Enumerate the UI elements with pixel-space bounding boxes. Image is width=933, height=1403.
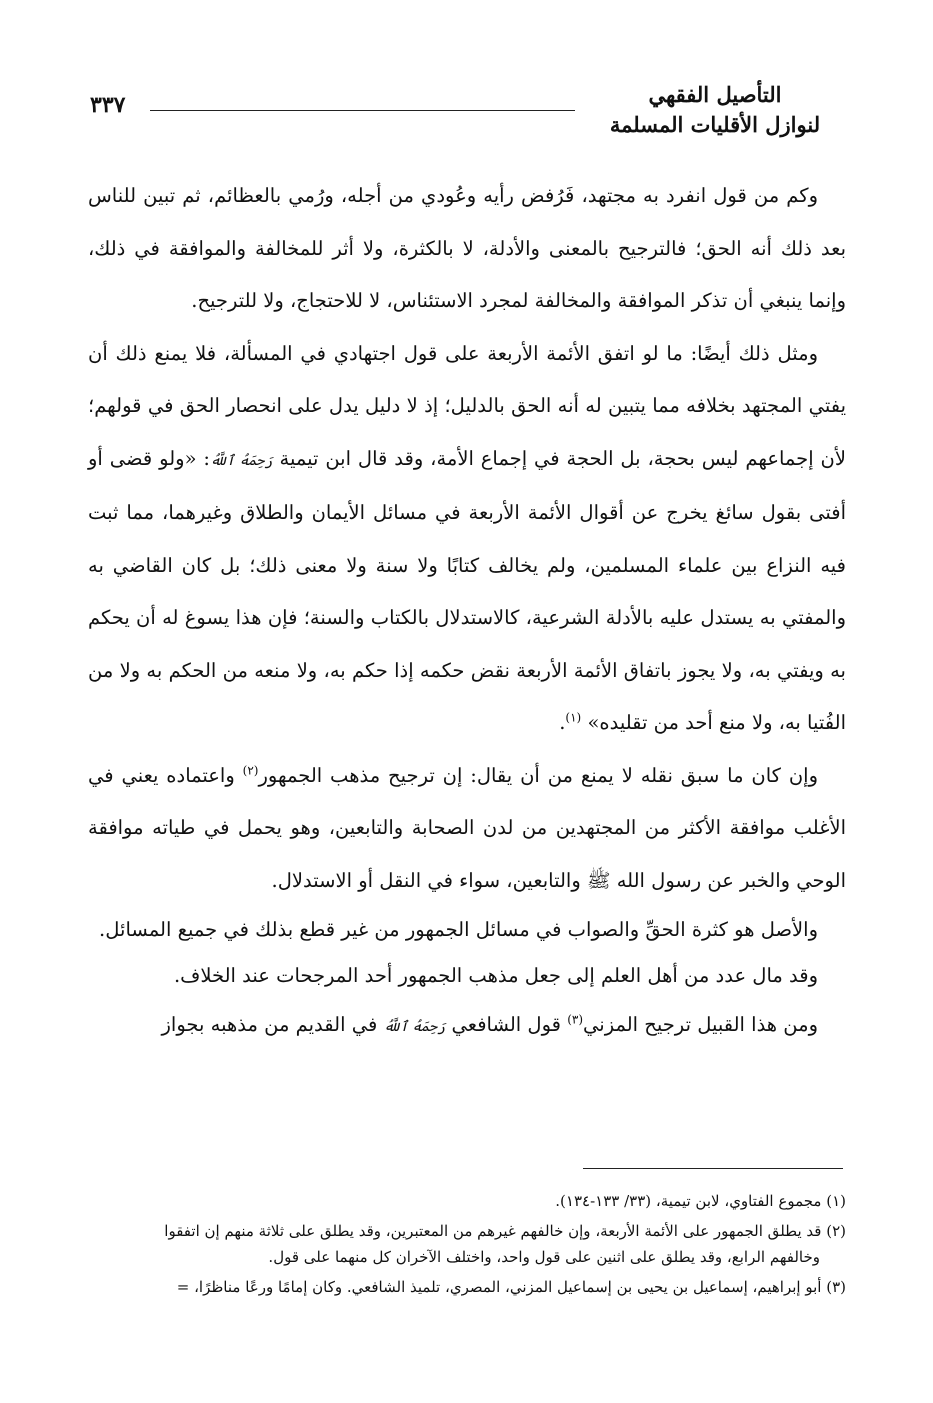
header-rule [150,110,575,111]
footnote-ref-1[interactable]: (١) [565,710,582,725]
footnotes [88,1188,846,1304]
footnote-1: (١) مجموع الفتاوي، لابن تيمية، (٣٣/ ١٣٣-١٣٤). [555,1192,846,1210]
honorific-glyph: رَحِمَهُ ٱللَّهُ [209,452,273,469]
book-title-line-2: لنوازل الأقليات المسلمة [609,112,821,137]
footnote-separator [583,1168,843,1169]
paragraph-1: وكم من قول انفرد به مجتهد، فَرُفض رأيه وعُودي من أجله، ورُمي بالعظائم، ثم تبين للناس بعد ذلك أنه الحق؛ فالترجيح بالمعنى والأدلة، لا بالكثرة، ولا أثر للمخالفة والموافقة في ذلك، وإنما ينبغي أن تذكر الموافقة والمخالفة لمجرد الاستئناس، لا للاحتجاج، ولا للترجيح. [88,184,846,312]
paragraph-3-part-2: واعتماده يعني في الأغلب موافقة الأكثر من المجتهدين من لدن الصحابة والتابعين، وهو يحمل في طياته موافقة الوحي والخبر عن رسول الله ﷺ والتابعين، سواء في النقل أو الاستدلال. [88,763,846,892]
page-number: ٣٣٧ [90,92,126,118]
page-header [90,80,845,150]
paragraph-2-intro: ومثل ذلك أيضًا: ما لو اتفق الأئمة الأربعة على قول اجتهادي في المسألة، فلا يمنع ذلك أن يفتي المجتهد بخلافه مما يتبين له أنه الحق بالدليل؛ إذ لا دليل يدل على انحصار الحق في قولهم؛ لأن إجماعهم ليس بحجة، بل الحجة في إجماع الأمة، وقد قال ابن تيمية [88,341,847,470]
paragraph-2 [88,328,846,750]
paragraph-3-part-1: وإن كان ما سبق نقله لا يمنع من أن يقال: إن ترجيح مذهب الجمهور [258,763,818,787]
book-title [585,80,845,140]
paragraph-6-part-2: قول الشافعي [445,1013,568,1036]
honorific-glyph-2: رَحِمَهُ ٱللَّهُ [383,1019,446,1035]
book-title-line-1: التأصيل الفقهي [648,82,782,107]
paragraph-2-quote: : «ولو قضى أو أفتى بقول سائغ يخرج عن أقوال الأئمة الأربعة في مسائل الأيمان والطلاق وغيرهما، مما ثبت فيه النزاع بين علماء المسلمين، ولم يخالف كتابًا ولا سنة ولا معنى ذلك؛ بل كان القاضي به والمفتي به يستدل عليه بالأدلة الشرعية، كالاستدلال بالكتاب والسنة؛ فإن هذا يسوغ له أن يحكم به ويفتي به، ولا يجوز باتفاق الأئمة الأربعة نقض حكمه إذا حكم به، ولا منعه من الحكم به ولا من الفُتيا به، ولا منع أحد من تقليده» [88,446,846,734]
paragraph-5: وقد مال عدد من أهل العلم إلى جعل مذهب الجمهور أحد المرجحات عند الخلاف. [173,964,818,987]
paragraph-3 [88,750,846,908]
paragraph-6-part-1: ومن هذا القبيل ترجيح المزني [583,1013,818,1036]
paragraph-6-part-3: في القديم من مذهبه بجواز [161,1013,384,1036]
footnote-2-line-2: وخالفهم الرابع، وقد يطلق على اثنين على قول واحد، واختلف الآخران كل منهما على قول. [268,1248,820,1266]
paragraph-6 [88,999,846,1054]
footnote-3: (٣) أبو إبراهيم، إسماعيل بن يحيى بن إسماعيل المزني، المصري، تلميذ الشافعي. وكان إمامًا ورعًا مناظرًا، = [176,1278,846,1296]
body-text [88,170,846,1054]
footnote-2 [88,1218,846,1270]
paragraph-2-end: . [559,711,566,734]
footnote-ref-2[interactable]: (٢) [242,763,259,777]
paragraph-4: والأصل هو كثرة الحقِّ والصواب في مسائل الجمهور من غير قطع بذلك في جميع المسائل. [99,918,818,941]
footnote-ref-3[interactable]: (٣) [567,1012,584,1027]
footnote-2-line-1: (٢) قد يطلق الجمهور على الأئمة الأربعة، وإن خالفهم غيرهم من المعتبرين، وقد يطلق على ثلاثة منهم إن اتفقوا [164,1222,846,1240]
